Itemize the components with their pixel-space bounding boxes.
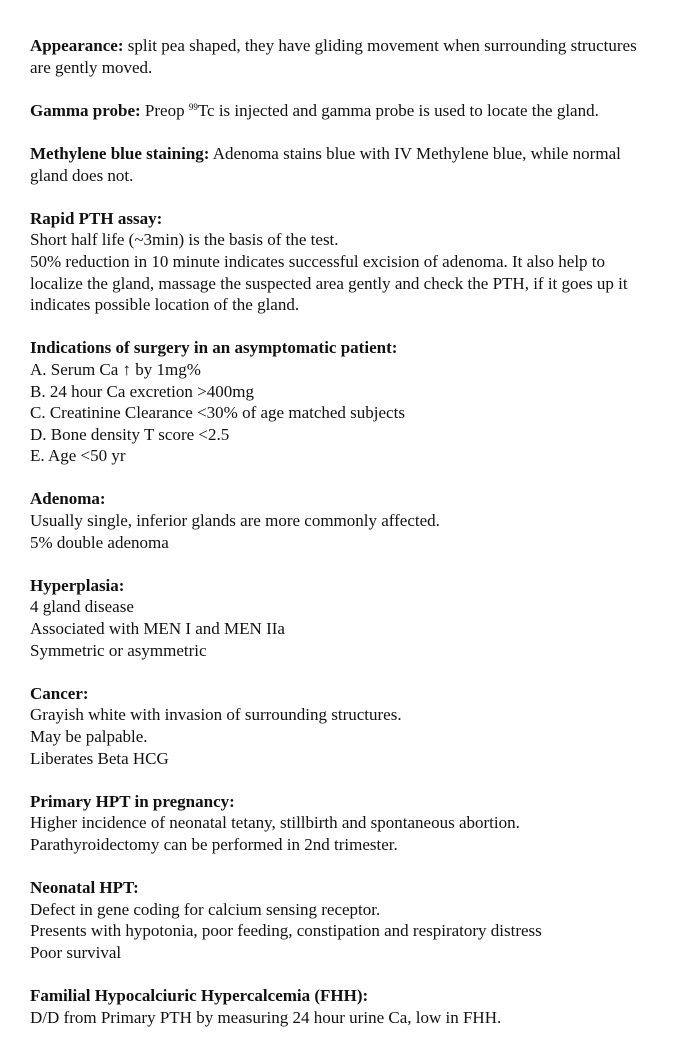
- text-gamma-post: Tc is injected and gamma probe is used to locate the gland.: [197, 100, 599, 120]
- heading-neonatal: Neonatal HPT:: [30, 878, 139, 898]
- section-appearance: [30, 35, 700, 78]
- section-rapid-pth: [30, 208, 700, 316]
- text-line: Liberates Beta HCG: [30, 748, 169, 768]
- heading-indications: Indications of surgery in an asymptomatic patient:: [30, 338, 398, 358]
- text-line: Presents with hypotonia, poor feeding, constipation and respiratory distress: [30, 921, 542, 941]
- list-item: C. Creatinine Clearance <30% of age matched subjects: [30, 403, 405, 423]
- text-gamma-pre: Preop: [140, 100, 189, 120]
- heading-adenoma: Adenoma:: [30, 489, 106, 509]
- heading-hyperplasia: Hyperplasia:: [30, 575, 125, 595]
- heading-cancer: Cancer:: [30, 683, 89, 703]
- text-line: indicates possible location of the gland.: [30, 295, 300, 315]
- list-item: B. 24 hour Ca excretion >400mg: [30, 381, 254, 401]
- section-neonatal: [30, 877, 700, 963]
- section-methylene-blue: [30, 143, 700, 186]
- text-methylene-2: gland does not.: [30, 165, 134, 185]
- section-pregnancy: [30, 791, 700, 856]
- text-line: Poor survival: [30, 942, 122, 962]
- text-line: Associated with MEN I and MEN IIa: [30, 619, 285, 639]
- heading-rapid-pth: Rapid PTH assay:: [30, 208, 163, 228]
- heading-methylene-blue: Methylene blue staining:: [30, 143, 210, 163]
- section-indications: [30, 337, 700, 467]
- text-appearance-2: are gently moved.: [30, 57, 153, 77]
- text-line: Usually single, inferior glands are more commonly affected.: [30, 511, 440, 531]
- superscript-99: 99: [188, 101, 198, 112]
- text-appearance-1: split pea shaped, they have gliding movement when surrounding structures: [123, 36, 637, 55]
- text-line: 4 gland disease: [30, 597, 134, 617]
- text-line: May be palpable.: [30, 727, 148, 746]
- heading-gamma-probe: Gamma probe:: [30, 100, 141, 120]
- heading-pregnancy: Primary HPT in pregnancy:: [30, 791, 235, 811]
- heading-fhh: Familial Hypocalciuric Hypercalcemia (FHH):: [30, 986, 369, 1006]
- text-line: 50% reduction in 10 minute indicates successful excision of adenoma. It also help to: [30, 251, 606, 271]
- list-item: E. Age <50 yr: [30, 446, 126, 466]
- list-item: D. Bone density T score <2.5: [30, 424, 230, 444]
- text-line: D/D from Primary PTH by measuring 24 hour urine Ca, low in FHH.: [30, 1007, 502, 1027]
- text-line: Higher incidence of neonatal tetany, stillbirth and spontaneous abortion.: [30, 813, 520, 833]
- section-hyperplasia: [30, 575, 700, 661]
- text-line: localize the gland, massage the suspected area gently and check the PTH, if it goes up it: [30, 273, 628, 293]
- text-methylene-1: Adenoma stains blue with IV Methylene blue, while normal: [209, 143, 621, 163]
- section-fhh: [30, 985, 700, 1028]
- text-line: Symmetric or asymmetric: [30, 640, 207, 660]
- heading-appearance: Appearance:: [30, 36, 124, 55]
- list-item: A. Serum Ca ↑ by 1mg%: [30, 359, 201, 379]
- section-gamma-probe: [30, 100, 700, 122]
- text-line: 5% double adenoma: [30, 532, 169, 552]
- text-line: Parathyroidectomy can be performed in 2nd trimester.: [30, 834, 398, 854]
- text-line: Grayish white with invasion of surrounding structures.: [30, 705, 402, 725]
- text-line: Short half life (~3min) is the basis of the test.: [30, 230, 339, 250]
- section-adenoma: [30, 488, 700, 553]
- section-cancer: [30, 683, 700, 769]
- text-line: Defect in gene coding for calcium sensing receptor.: [30, 899, 381, 919]
